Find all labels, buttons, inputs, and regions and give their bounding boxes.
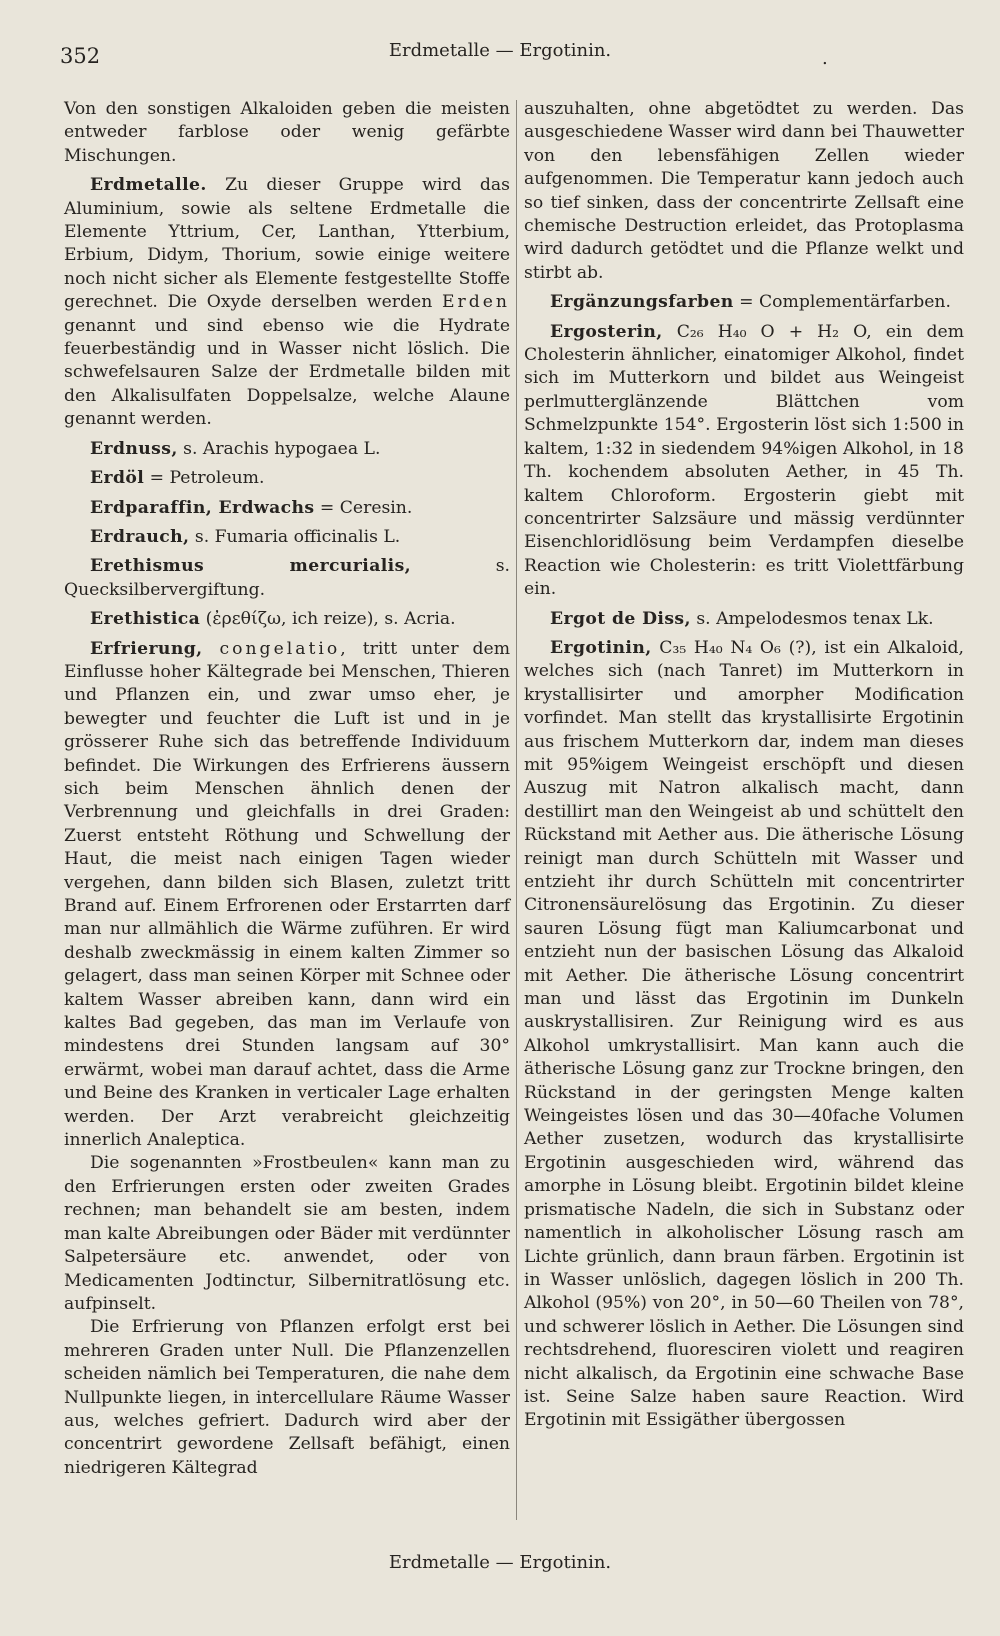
entry-text: = Complementärfarben.	[733, 292, 951, 313]
entry-text: s. Fumaria officinalis L.	[189, 526, 401, 547]
headword: Erdöl	[90, 468, 145, 489]
page-footer: Erdmetalle — Ergotinin.	[388, 1552, 612, 1573]
headword: Erdmetalle.	[90, 175, 207, 196]
entry-ergot-de-diss	[524, 608, 964, 631]
entry-paragraph: Von den sonstigen Alkaloiden geben die meisten entweder farblose oder wenig gefärbte Mischungen.	[64, 99, 510, 166]
entry-text: s. Quecksilbervergiftung.	[64, 556, 511, 600]
spaced-term: Erden	[441, 292, 510, 313]
entry-erdoel	[64, 467, 510, 490]
entry-ergotinin	[524, 637, 964, 1433]
headword: Ergosterin,	[550, 321, 663, 342]
entry-erdmetalle	[64, 174, 510, 431]
headword: Ergot de Diss,	[550, 608, 691, 629]
entry-text: = Ceresin.	[314, 497, 413, 518]
headword: Erethistica	[90, 609, 201, 630]
paragraph-frostbeulen: Die sogenannten »Frostbeulen« kann man zu den Erfrierungen ersten oder zweiten Grades rechnen; man behandelt sie am besten, indem man kalte Abreibungen oder Bäder mit verdünnter Salpetersäure etc. anwendet, oder von Medicamenten Jodtinctur, Silbernitratlösung etc. aufpinselt.	[64, 1153, 510, 1314]
entry-erdparaffin	[64, 497, 510, 520]
headword: Erdnuss,	[90, 438, 178, 459]
spaced-term: congelatio,	[202, 638, 349, 659]
entry-erdnuss	[64, 438, 510, 461]
left-column	[64, 98, 510, 1480]
headword: Ergänzungsfarben	[550, 292, 734, 313]
entry-erdrauch	[64, 526, 510, 549]
entry-text: (ἐρεθίζω, ich reize), s. Acria.	[200, 609, 456, 630]
entry-text: genannt und sind ebenso wie die Hydrate feuerbeständig und in Wasser nicht löslich. Die schwefelsauren Salze der Erdmetalle bilden mit den Alkalisulfaten Doppelsalze, welche Alaune genannt werden.	[64, 315, 510, 430]
page-number: 352	[60, 44, 101, 68]
entry-text: s. Arachis hypogaea L.	[177, 438, 381, 459]
entry-erethismus	[64, 555, 510, 602]
entry-text: = Petroleum.	[144, 468, 265, 489]
headword: Ergotinin,	[550, 637, 652, 658]
headword: Erdparaffin, Erdwachs	[90, 497, 315, 518]
column-divider	[516, 100, 517, 1520]
entry-paragraph: auszuhalten, ohne abgetödtet zu werden. Das ausgeschiedene Wasser wird dann bei Thauwetter von den lebensfähigen Zellen wieder aufgenommen. Die Temperatur kann jedoch auch so tief sinken, dass der concentrirte Zellsaft eine chemische Destruction erleidet, das Protoplasma wird dadurch getödtet und die Pflanze welkt und stirbt ab.	[524, 99, 964, 283]
running-head: Erdmetalle — Ergotinin.	[388, 40, 612, 61]
stray-dot: .	[822, 48, 828, 69]
headword: Erethismus mercurialis,	[90, 556, 412, 577]
entry-text: Zu dieser Gruppe wird das Aluminium, sowie als seltene Erdmetalle die Elemente Yttrium, Cer, Lanthan, Ytterbium, Erbium, Didym, Thorium, sowie einige weitere noch nicht sicher als Elemente festgestellte Stoffe gerechnet. Die Oxyde derselben werden	[64, 175, 510, 313]
entry-text: C₃₅ H₄₀ N₄ O₆ (?), ist ein Alkaloid, welches sich (nach Tanret) im Mutterkorn in krystallisirter und amorpher Modification vorfindet. Man stellt das krystallisirte Ergotinin aus frischem Mutterkorn dar, indem man dieses mit 95%igem Weingeist erschöpft und diesen Auszug mit Natron alkalisch macht, dann destillirt man den Weingeist ab und schüttelt den Rückstand mit Aether aus. Die ätherische Lösung reinigt man durch Schütteln mit Wasser und entzieht ihr durch Schütteln mit concentrirter Citronensäurelösung das Ergotinin. Zu dieser sauren Lösung fügt man Kaliumcarbonat und entzieht nun der basischen Lösung das Alkaloid mit Aether. Die ätherische Lösung concentrirt man und lässt das Ergotinin im Dunkeln auskrystallisiren. Zur Reinigung wird es aus Alkohol umkrystallisirt. Man kann auch die ätherische Lösung ganz zur Trockne bringen, den Rückstand in der geringsten Menge kalten Weingeistes lösen und das 30—40fache Volumen Aether zusetzen, wodurch das krystallisirte Ergotinin ausgeschieden wird, während das amorphe in Lösung bleibt. Ergotinin bildet kleine prismatische Nadeln, die sich in Substanz oder namentlich in alkoholischer Lösung rasch am Lichte grünlich, dann braun färben. Ergotinin ist in Wasser unlöslich, dagegen löslich in 200 Th. Alkohol (95%) von 20°, in 50—60 Theilen von 78°, und schwerer löslich in Aether. Die Lösungen sind rechtsdrehend, fluoresciren violett und reagiren nicht alkalisch, da Ergotinin eine schwache Base ist. Seine Salze haben saure Reaction. Wird Ergotinin mit Essigäther übergossen	[524, 637, 964, 1431]
entry-text: C₂₆ H₄₀ O + H₂ O, ein dem Cholesterin ähnlicher, einatomiger Alkohol, findet sich im Mutterkorn und bildet aus Weingeist perlmutterglänzende Blättchen vom Schmelzpunkte 154°. Ergosterin löst sich 1:500 in kaltem, 1:32 in siedendem 94%igen Alkohol, in 18 Th. kochendem absoluten Aether, in 45 Th. kaltem Chloroform. Ergosterin giebt mit concentrirter Salzsäure und mässig verdünnter Eisenchloridlösung beim Verdampfen dieselbe Reaction wie Cholesterin: es tritt Violettfärbung ein.	[524, 321, 964, 600]
entry-ergaenzungsfarben	[524, 291, 964, 314]
right-column	[524, 98, 964, 1433]
entry-erfrierung	[64, 638, 510, 1153]
entry-text: s. Ampelodesmos tenax Lk.	[690, 608, 934, 629]
paragraph-pflanzen: Die Erfrierung von Pflanzen erfolgt erst bei mehreren Graden unter Null. Die Pflanzenzellen scheiden nämlich bei Temperaturen, die nahe dem Nullpunkte liegen, in intercellulare Räume Wasser aus, welches gefriert. Dadurch wird aber der concentrirt gewordene Zellsaft befähigt, einen niedrigeren Kältegrad	[64, 1317, 510, 1478]
entry-text: tritt unter dem Einflusse hoher Kältegrade bei Menschen, Thieren und Pflanzen ein, und zwar umso eher, je bewegter und feuchter die Luft ist und in je grösserer Ruhe sich das betreffende Individuum befindet. Die Wirkungen des Erfrierens äussern sich beim Menschen ähnlich denen der Verbrennung und gleichfalls in drei Graden: Zuerst entsteht Röthung und Schwellung der Haut, die meist nach einigen Tagen wieder vergehen, dann bilden sich Blasen, zuletzt tritt Brand auf. Einem Erfrorenen oder Erstarrten darf man nur allmählich die Wärme zuführen. Er wird deshalb zweckmässig in einem kalten Zimmer so gelagert, dass man seinen Körper mit Schnee oder kaltem Wasser abreiben kann, dann wird ein kaltes Bad gegeben, das man im Verlaufe von mindestens drei Stunden langsam auf 30° erwärmt, wobei man darauf achtet, dass die Arme und Beine des Kranken in verticaler Lage erhalten werden. Der Arzt verabreicht gleichzeitig innerlich Analeptica.	[64, 638, 511, 1151]
headword: Erfrierung,	[90, 638, 203, 659]
headword: Erdrauch,	[90, 526, 190, 547]
entry-erethistica	[64, 608, 510, 631]
entry-ergosterin	[524, 321, 964, 602]
